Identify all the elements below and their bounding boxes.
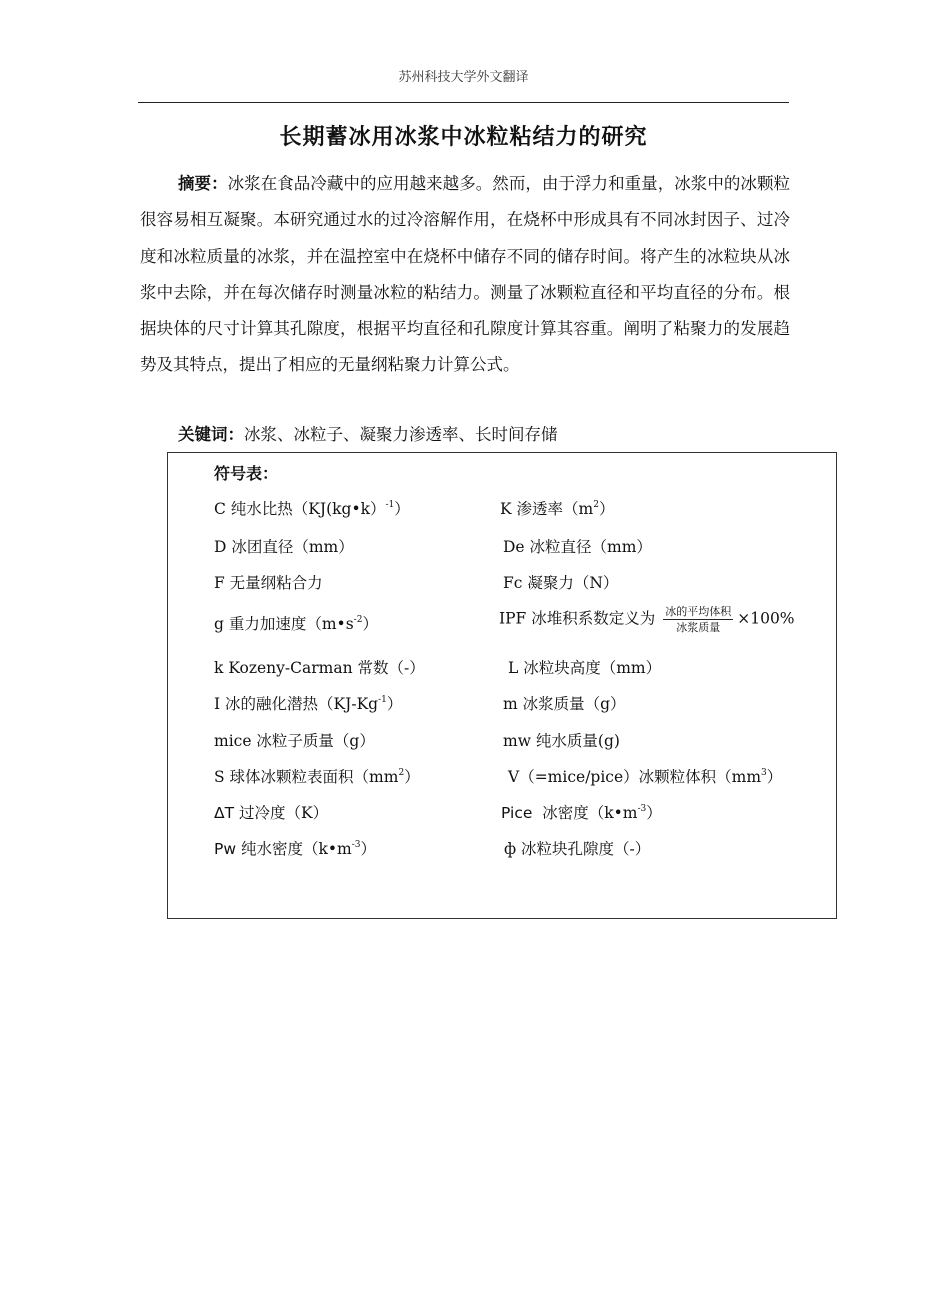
symbol-de: De 冰粒直径（mm） xyxy=(503,538,652,556)
symbol-pice: Pice 冰密度$(k•m^{-3})$ xyxy=(501,804,662,822)
symbol-delta-t: ΔT 过冷度（K） xyxy=(214,804,329,822)
ipf-fraction: $\frac{\text{冰的平均体积}}{\text{冰浆质量}}$ xyxy=(665,605,732,634)
paper-title: 长期蓄冰用冰浆中冰粒粘结力的研究 xyxy=(279,125,648,150)
symbol-d: D 冰团直径（mm） xyxy=(214,538,354,556)
keywords-text: 冰浆、冰粒子、凝聚力渗透率、长时间存储 xyxy=(244,425,558,444)
symbol-mice: mice 冰粒子质量（g） xyxy=(214,732,375,750)
symbol-v: V（=mice/pice）冰颗粒体积$(mm^3)$ xyxy=(508,768,783,786)
symbol-g: g 重力加速度$(m•s^{-2})$ xyxy=(214,615,378,633)
abstract-paragraph xyxy=(140,166,790,384)
symbol-k: K 渗透率$(m^2)$ xyxy=(500,500,615,518)
symbol-ipf: IPF 冰堆积系数定义为 $\frac{\text{冰的平均体积}}{\text{冰浆质量}}$ ×100% xyxy=(499,605,795,634)
symbol-pw: Pw 纯水密度$(k•m^{-3})$ xyxy=(214,840,376,858)
symbol-l: L 冰粒块高度（mm） xyxy=(508,659,662,677)
symbol-table xyxy=(167,452,837,919)
symbol-i: I 冰的融化潜热$(KJ-Kg^{-1})$ xyxy=(214,695,403,713)
symbol-table-title: 符号表： xyxy=(214,464,279,483)
keywords-label: 关键词： xyxy=(178,425,244,444)
symbol-kozeny-carman: k Kozeny-Carman 常数（-） xyxy=(214,659,425,677)
keywords-line xyxy=(178,420,558,450)
symbol-fc: Fc 凝聚力（N） xyxy=(503,574,619,592)
running-header: 苏州科技大学外文翻译 xyxy=(398,70,529,85)
symbol-f: F 无量纲粘合力 xyxy=(214,574,323,592)
symbol-mw: mw 纯水质量(g) xyxy=(503,732,620,750)
header-rule xyxy=(138,102,789,103)
abstract-label: 摘要： xyxy=(178,174,228,193)
symbol-phi: ф 冰粒块孔隙度（-） xyxy=(504,840,651,858)
abstract-text: 冰浆在食品冷藏中的应用越来越多。然而，由于浮力和重量，冰浆中的冰颗粒很容易相互凝聚。本研究通过水的过冷溶解作用，在烧杯中形成具有不同冰封因子、过冷度和冰粒质量的冰浆，并在温控室中在烧杯中储存不同的储存时间。将产生的冰粒块从冰浆中去除，并在每次储存时测量冰粒的粘结力。测量了冰颗粒直径和平均直径的分布。根据块体的尺寸计算其孔隙度，根据平均直径和孔隙度计算其容重。阐明了粘聚力的发展趋势及其特点，提出了相应的无量纲粘聚力计算公式。 xyxy=(140,174,790,375)
symbol-m: m 冰浆质量（g） xyxy=(503,695,626,713)
symbol-c: C 纯水比热（KJ(kg•k）$^{-1}$） xyxy=(214,500,410,518)
symbol-s: S 球体冰颗粒表面积$(mm^2)$ xyxy=(214,768,420,786)
